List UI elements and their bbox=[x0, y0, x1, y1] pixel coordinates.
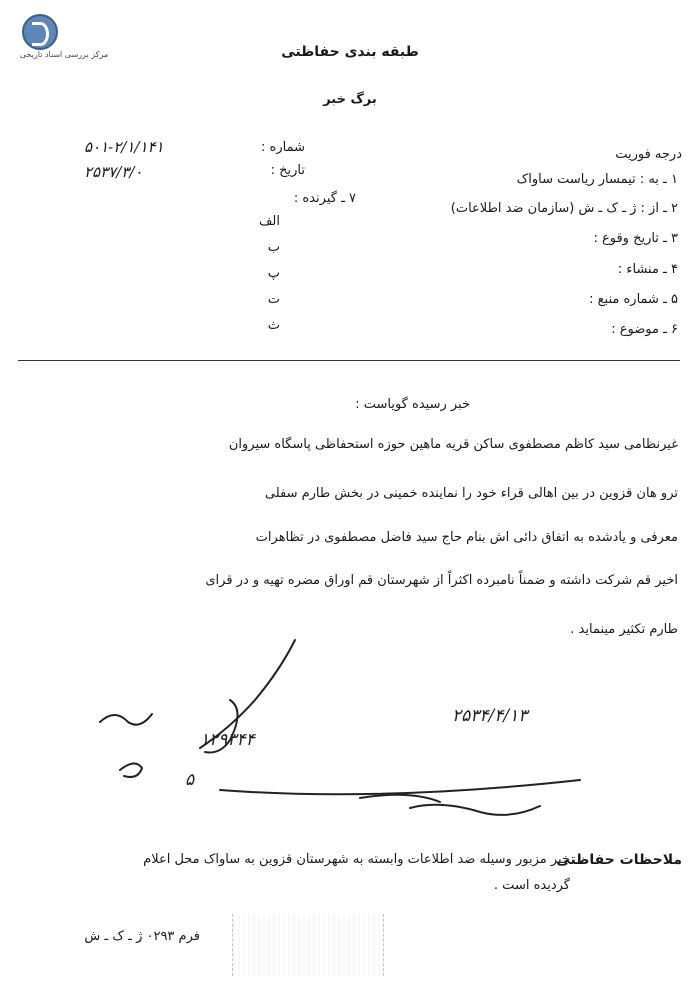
handwritten-note: ۵ bbox=[185, 770, 195, 790]
recipient-item: ت bbox=[267, 292, 280, 307]
handwritten-notes bbox=[80, 630, 640, 830]
field-row-to bbox=[348, 172, 678, 187]
body-line: غیرنظامی سید کاظم مصطفوی ساکن قریه ماهین حوزه استحفاظی پاسگاه سیروان bbox=[228, 437, 678, 452]
field-label: ۱ ـ به : bbox=[639, 172, 678, 187]
document-title: طبقه بندی حفاظتی bbox=[281, 44, 419, 60]
field-value: تیمسار ریاست ساواک bbox=[516, 172, 636, 187]
document-subtitle: برگ خبر bbox=[323, 92, 377, 107]
logo-icon bbox=[22, 14, 58, 50]
number-value: ۵۰۱-۲/۱/۱۴۱ bbox=[84, 138, 164, 156]
recipient-item: پ bbox=[267, 266, 280, 281]
body-heading: خبر رسیده گویاست : bbox=[355, 397, 470, 412]
field-label: ۵ ـ شماره منبع : bbox=[589, 292, 678, 307]
recipients-label: ۷ ـ گیرنده : bbox=[293, 191, 356, 206]
body-line: اخیر قم شرکت داشته و ضمناً نامبرده اکثراً از شهرستان قم اوراق مضره تهیه و در قرای bbox=[205, 573, 678, 588]
recipient-item: ب bbox=[267, 240, 280, 255]
section-divider bbox=[18, 360, 680, 361]
date-value: ۲۵۳۷/۳/۰ bbox=[84, 163, 143, 181]
field-label: ۲ ـ از : bbox=[640, 201, 678, 216]
number-label: شماره : bbox=[261, 140, 305, 155]
field-row-occurrence-date bbox=[348, 231, 678, 246]
field-row-subject bbox=[348, 322, 678, 337]
field-row-source-number bbox=[348, 292, 678, 307]
handwritten-ref-number: ۱۲۹۳۴۴ bbox=[200, 730, 255, 750]
field-row-origin bbox=[348, 262, 678, 277]
body-line: طارم تکثیر مینماید . bbox=[570, 622, 678, 637]
field-label: ۶ ـ موضوع : bbox=[611, 322, 678, 337]
field-label: ۴ ـ منشاء : bbox=[617, 262, 678, 277]
remarks-text: خبر مزبور وسیله ضد اطلاعات وابسته به شهرستان قزوین به ساواک محل اعلام bbox=[143, 852, 570, 867]
form-code: فرم ۰۲۹۳ ژ ـ ک ـ ش bbox=[84, 929, 200, 944]
urgency-label: درجه فوریت bbox=[615, 147, 682, 162]
body-line: ترو هان قزوین در بین اهالی قراء خود را نماینده خمینی در بخش طارم سفلی bbox=[264, 486, 678, 501]
remarks-label: ملاحظات حفاظتی bbox=[556, 852, 682, 868]
stamp-area bbox=[232, 914, 384, 976]
recipient-item: ث bbox=[267, 318, 280, 333]
field-label: ۳ ـ تاریخ وقوع : bbox=[593, 231, 678, 246]
remarks-text-continued: گردیده است . bbox=[493, 878, 570, 893]
logo-text: مرکز بررسی اسناد تاریخی bbox=[19, 50, 109, 59]
body-line: معرفی و یادشده به اتفاق دائی اش بنام حاج سید فاضل مصطفوی در تظاهرات bbox=[255, 530, 678, 545]
logo bbox=[14, 14, 114, 64]
handwritten-ref-code: ۲۵۳۴/۴/۱۳ bbox=[452, 706, 528, 726]
date-label: تاریخ : bbox=[270, 163, 305, 178]
recipient-item: الف bbox=[258, 214, 280, 229]
field-row-from bbox=[348, 201, 678, 216]
field-value: ژ ـ ک ـ ش (سازمان ضد اطلاعات) bbox=[450, 201, 637, 216]
